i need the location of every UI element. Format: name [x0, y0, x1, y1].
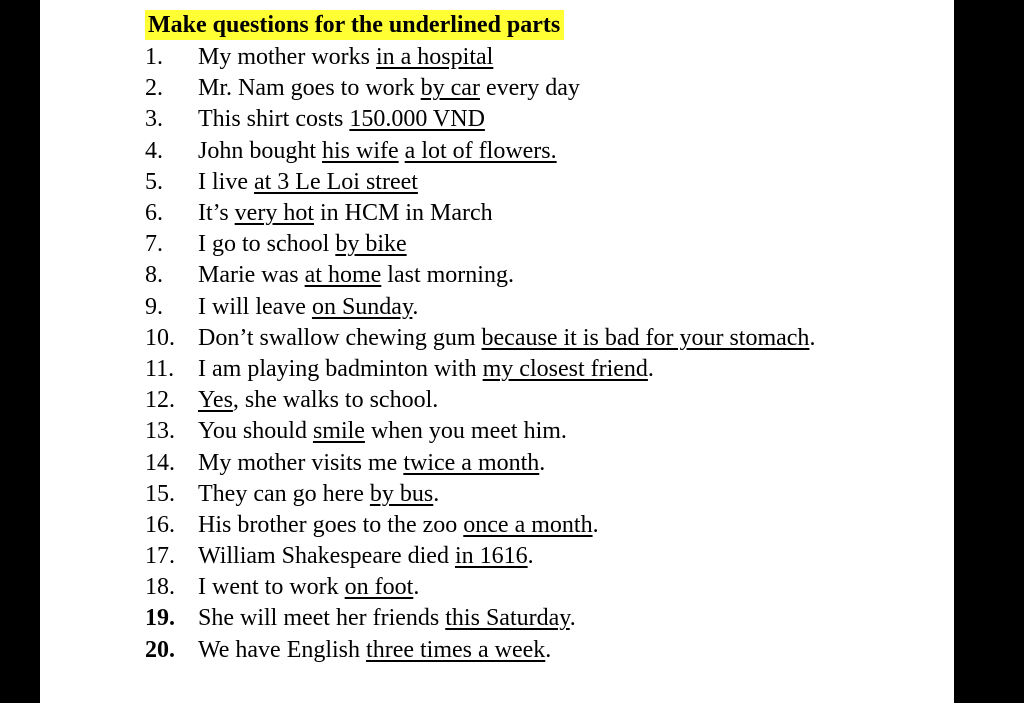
list-item [145, 42, 815, 73]
list-item [145, 104, 815, 135]
item-sentence [198, 262, 514, 289]
item-sentence [198, 356, 654, 383]
item-number: 4. [145, 137, 163, 164]
underlined-part: in 1616 [454, 543, 528, 570]
list-item [145, 541, 815, 572]
item-number: 5. [145, 168, 163, 195]
document-page [40, 0, 954, 703]
underlined-part: in a hospital [375, 44, 494, 71]
list-item [145, 292, 815, 323]
item-number: 11. [145, 355, 175, 382]
item-number: 9. [145, 293, 163, 320]
sentence-text: . [647, 355, 654, 382]
item-sentence [198, 450, 545, 477]
sentence-text: . [539, 449, 546, 476]
item-sentence [198, 481, 439, 508]
list-item [145, 603, 815, 634]
list-item [145, 572, 815, 603]
item-sentence [198, 294, 418, 321]
underlined-part: by car [420, 75, 480, 102]
sentence-text: . [412, 293, 419, 320]
item-number: 16. [145, 511, 175, 538]
sentence-text: every day [479, 75, 580, 102]
list-item [145, 385, 815, 416]
sentence-text: I go to school [198, 231, 336, 258]
page-title: Make questions for the underlined parts [145, 10, 564, 40]
sentence-text: She will meet her friends [198, 605, 446, 632]
item-number: 1. [145, 44, 163, 71]
item-number: 14. [145, 449, 175, 476]
item-sentence [198, 512, 599, 539]
sentence-text: , she walks to school. [232, 387, 439, 414]
sentence-text: Don’t swallow chewing gum [198, 324, 482, 351]
underlined-part: at 3 Le Loi street [253, 168, 418, 195]
sentence-text: I live [198, 168, 254, 195]
item-sentence [198, 637, 551, 664]
underlined-part: twice a month [403, 449, 540, 476]
sentence-text: His brother goes to the zoo [198, 511, 464, 538]
list-item [145, 354, 815, 385]
list-item [145, 198, 815, 229]
sentence-text: I went to work [198, 574, 345, 601]
underlined-part: once a month [463, 511, 593, 538]
underlined-part: on foot [344, 574, 414, 601]
sentence-text: William Shakespeare died [198, 543, 455, 570]
item-number: 13. [145, 418, 175, 445]
item-number: 19. [145, 605, 175, 632]
list-item [145, 229, 815, 260]
sentence-text: They can go here [198, 480, 370, 507]
list-item [145, 136, 815, 167]
item-number: 17. [145, 543, 175, 570]
underlined-part: because it is bad for your stomach [481, 324, 810, 351]
item-number: 18. [145, 574, 175, 601]
sentence-text: You should [198, 418, 313, 445]
sentence-text: We have English [198, 636, 367, 663]
sentence-text: . [527, 543, 534, 570]
title-line [145, 9, 564, 41]
item-number: 15. [145, 480, 175, 507]
underlined-part: my closest friend [482, 355, 648, 382]
item-sentence [198, 44, 493, 71]
sentence-text: Marie was [198, 262, 305, 289]
item-sentence [198, 138, 557, 165]
list-item [145, 167, 815, 198]
item-number: 7. [145, 231, 163, 258]
list-item [145, 73, 815, 104]
item-number: 10. [145, 324, 175, 351]
item-number: 8. [145, 262, 163, 289]
sentence-text: when you meet him. [364, 418, 567, 445]
sentence-text: . [545, 636, 552, 663]
item-sentence [198, 200, 493, 227]
sentence-text: . [809, 324, 816, 351]
sentence-text: My mother visits me [198, 449, 404, 476]
item-sentence [198, 387, 438, 414]
list-item [145, 323, 815, 354]
underlined-part: by bus [369, 480, 434, 507]
underlined-part: three times a week [366, 636, 546, 663]
list-item [145, 479, 815, 510]
item-sentence [198, 75, 580, 102]
sentence-text: in HCM in March [313, 200, 493, 227]
underlined-part: on Sunday [311, 293, 413, 320]
list-item [145, 260, 815, 291]
question-list [145, 42, 815, 666]
list-item [145, 447, 815, 478]
sentence-text: My mother works [198, 44, 376, 71]
sentence-text: I am playing badminton with [198, 355, 483, 382]
item-sentence [198, 325, 815, 352]
sentence-text: Mr. Nam goes to work [198, 75, 421, 102]
sentence-text: I will leave [198, 293, 312, 320]
list-item [145, 510, 815, 541]
item-sentence [198, 231, 407, 258]
sentence-text: . [569, 605, 576, 632]
sentence-text: . [592, 511, 599, 538]
item-sentence [198, 169, 418, 196]
sentence-text: This shirt costs [198, 106, 350, 133]
underlined-part: at home [304, 262, 382, 289]
item-number: 6. [145, 200, 163, 227]
item-number: 2. [145, 75, 163, 102]
item-sentence [198, 605, 576, 632]
item-number: 12. [145, 387, 175, 414]
list-item [145, 416, 815, 447]
sentence-text: last morning. [381, 262, 514, 289]
underlined-part: by bike [335, 231, 407, 258]
item-number: 3. [145, 106, 163, 133]
sentence-text: It’s [198, 200, 235, 227]
item-sentence [198, 418, 567, 445]
sentence-text: . [413, 574, 420, 601]
underlined-part: 150.000 VND [349, 106, 485, 133]
item-sentence [198, 574, 419, 601]
underlined-part: his wife [322, 137, 399, 164]
underlined-part: a lot of flowers. [404, 137, 557, 164]
item-sentence [198, 106, 485, 133]
underlined-part: smile [312, 418, 365, 445]
list-item [145, 635, 815, 666]
underlined-part: this Saturday [445, 605, 570, 632]
item-number: 20. [145, 636, 175, 663]
sentence-text: . [433, 480, 440, 507]
sentence-text: John bought [198, 137, 323, 164]
item-sentence [198, 543, 534, 570]
underlined-part: very hot [234, 200, 314, 227]
underlined-part: Yes [198, 387, 233, 414]
